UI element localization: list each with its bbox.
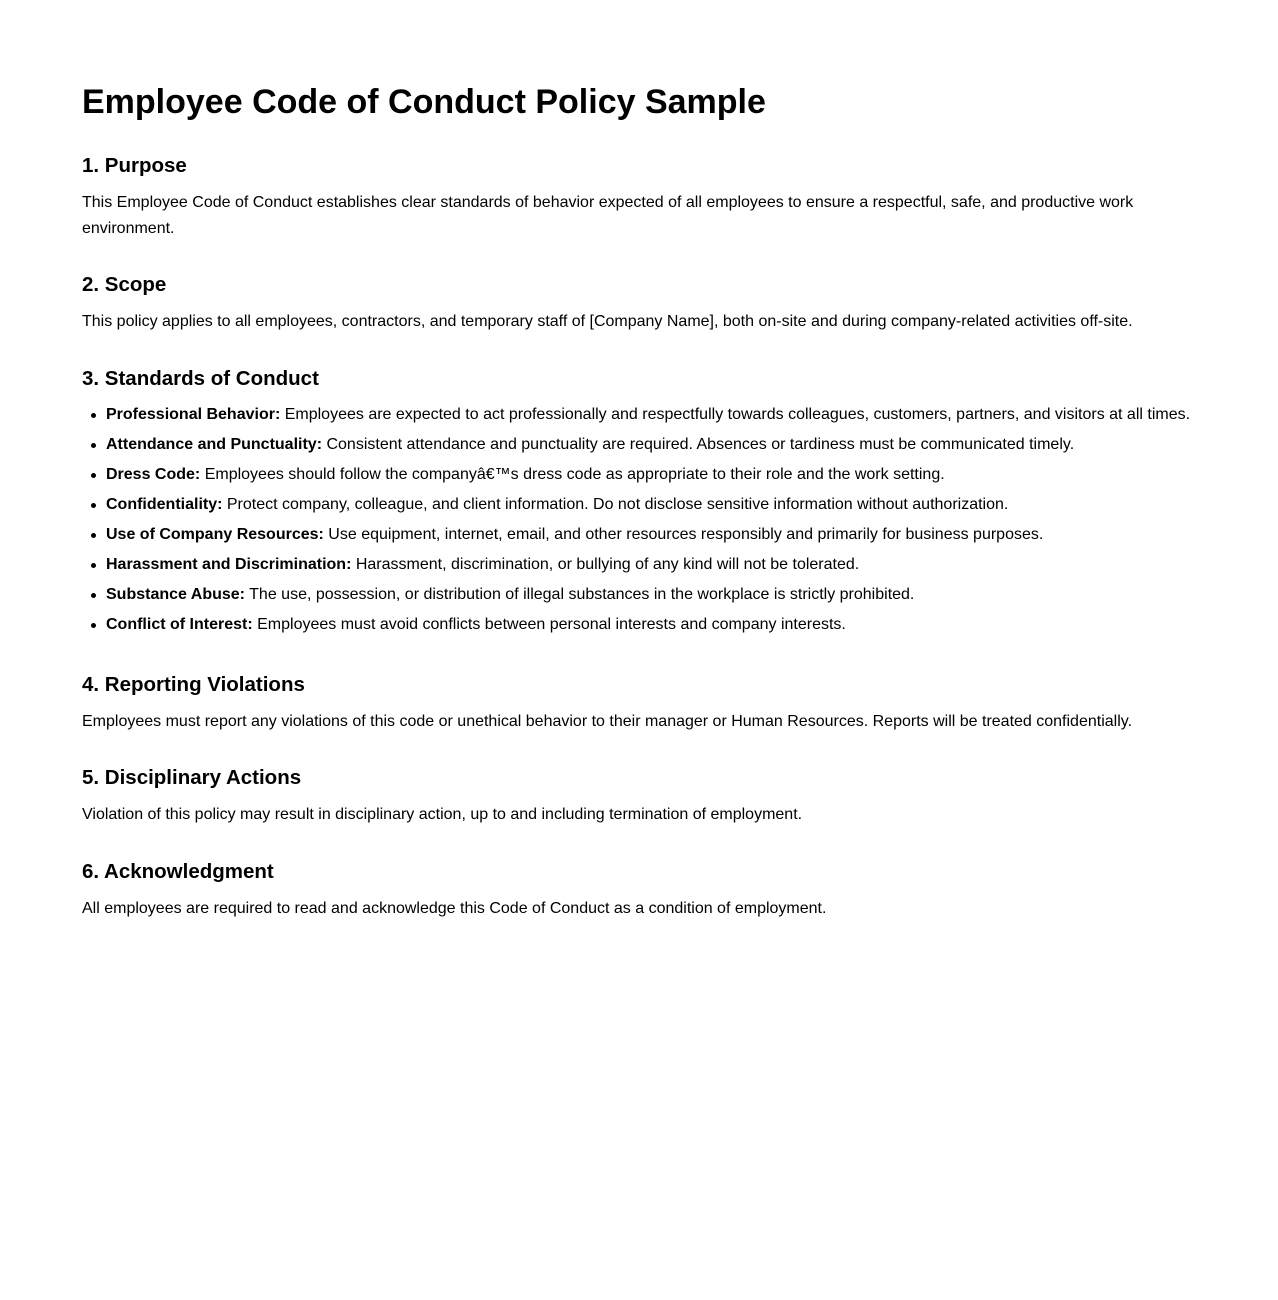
bullet-icon: [91, 443, 96, 448]
list-item: [106, 615, 1218, 635]
section-body: Violation of this policy may result in disciplinary action, up to and including termination of employment.: [82, 806, 803, 823]
section-acknowledgment: [82, 860, 1218, 922]
list-item: [106, 585, 1218, 605]
standards-list: [82, 405, 1218, 635]
section-heading: 4. Reporting Violations: [82, 673, 305, 696]
list-item-term: Substance Abuse:: [106, 586, 245, 603]
section-disciplinary: [82, 766, 1218, 828]
list-item-term: Harassment and Discrimination:: [106, 556, 352, 573]
list-item: [106, 405, 1218, 425]
list-item-term: Professional Behavior:: [106, 406, 281, 423]
list-item-term: Attendance and Punctuality:: [106, 436, 323, 453]
section-purpose: [82, 154, 1218, 242]
list-item: [106, 435, 1218, 455]
list-item-term: Conflict of Interest:: [106, 616, 253, 633]
list-item-text: Employees must avoid conflicts between personal interests and company interests.: [252, 616, 846, 633]
section-body: This Employee Code of Conduct establishes clear standards of behavior expected of all employees to ensure a respectful, safe, and productive work environment.: [82, 194, 1134, 237]
bullet-icon: [91, 563, 96, 568]
list-item-text: Protect company, colleague, and client information. Do not disclose sensitive information without authorization.: [222, 496, 1009, 513]
list-item: [106, 465, 1218, 485]
bullet-icon: [91, 593, 96, 598]
list-item-term: Use of Company Resources:: [106, 526, 324, 543]
section-body: Employees must report any violations of this code or unethical behavior to their manager or Human Resources. Reports will be treated confidentially.: [82, 713, 1133, 730]
list-item: [106, 495, 1218, 515]
list-item: [106, 525, 1218, 545]
bullet-icon: [91, 473, 96, 478]
section-body: This policy applies to all employees, contractors, and temporary staff of [Company Name], both on-site and during company-related activities off-site.: [82, 313, 1133, 330]
bullet-icon: [91, 533, 96, 538]
list-item-text: The use, possession, or distribution of illegal substances in the workplace is strictly prohibited.: [245, 586, 915, 603]
list-item-text: Consistent attendance and punctuality are required. Absences or tardiness must be communicated timely.: [322, 436, 1075, 453]
list-item-term: Confidentiality:: [106, 496, 223, 513]
bullet-icon: [91, 623, 96, 628]
section-heading: 3. Standards of Conduct: [82, 367, 319, 390]
section-heading: 5. Disciplinary Actions: [82, 766, 302, 789]
section-heading: 1. Purpose: [82, 154, 187, 177]
section-body: All employees are required to read and acknowledge this Code of Conduct as a condition of employment.: [82, 900, 827, 917]
section-heading: 6. Acknowledgment: [82, 860, 274, 883]
bullet-icon: [91, 413, 96, 418]
page-title: Employee Code of Conduct Policy Sample: [82, 83, 766, 121]
bullet-icon: [91, 503, 96, 508]
list-item: [106, 555, 1218, 575]
list-item-text: Use equipment, internet, email, and other resources responsibly and primarily for business purposes.: [323, 526, 1044, 543]
list-item-term: Dress Code:: [106, 466, 201, 483]
list-item-text: Employees are expected to act professionally and respectfully towards colleagues, customers, partners, and visitors at all times.: [280, 406, 1191, 423]
list-item-text: Harassment, discrimination, or bullying of any kind will not be tolerated.: [351, 556, 860, 573]
section-heading: 2. Scope: [82, 273, 167, 296]
section-scope: [82, 273, 1218, 335]
section-reporting: [82, 673, 1218, 735]
section-standards: [82, 367, 1218, 645]
list-item-text: Employees should follow the companyâ€™s dress code as appropriate to their role and the work setting.: [200, 466, 945, 483]
